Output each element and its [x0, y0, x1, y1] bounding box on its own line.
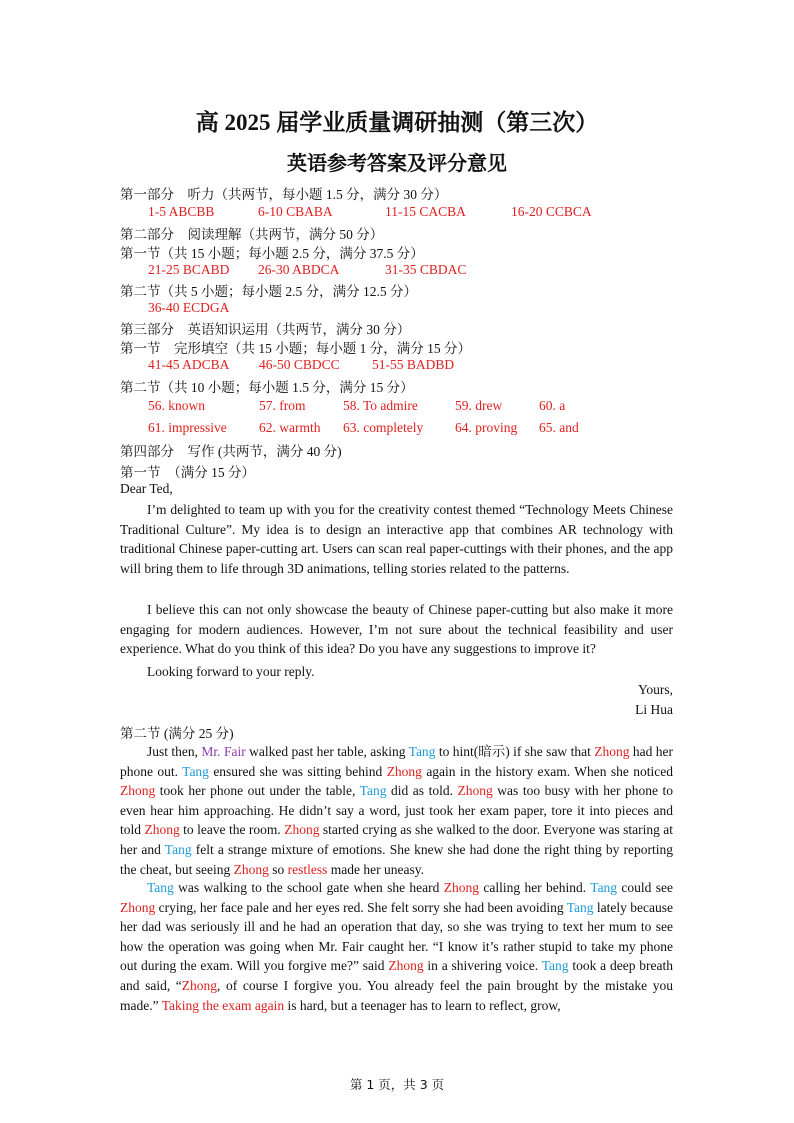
answer-16-20: 16-20 CCBCA: [511, 204, 592, 219]
story-p1-segment-4: to hint(暗示) if she saw that: [435, 744, 595, 759]
story-p1-segment-10: again in the history exam. When she noticed: [421, 763, 674, 779]
story-p2-segment-12: Tang: [541, 958, 569, 974]
story-p1-segment-17: Zhong: [144, 822, 180, 838]
part3-section1-heading: 第一节 完形填空（共 15 小题；每小题 1 分，满分 15 分）: [120, 341, 471, 356]
answer-31-35: 31-35 CBDAC: [385, 262, 467, 277]
answer-64: 64. proving: [455, 420, 518, 435]
part3-section2-heading: 第二节（共 10 小题；每小题 1.5 分，满分 15 分）: [120, 380, 414, 395]
story-p1-segment-7: Tang: [182, 763, 209, 779]
answer-59: 59. drew: [455, 398, 503, 413]
story-p2-segment-9: lately because her dad was seriously ill and he had an operation that day, so she was trying to text her mum to see how the operation was going when Mr. Fair caught her. “I know it’s rather stupid to take my phone out during the exam. Will you forgive me?” said: [120, 899, 673, 974]
story-p2-segment-6: Zhong: [120, 899, 156, 915]
story-p1-segment-19: Zhong: [284, 822, 320, 838]
story-p2-segment-10: Zhong: [388, 958, 424, 974]
story-p1-segment-8: ensured she was sitting behind: [208, 763, 387, 779]
answer-11-15: 11-15 CACBA: [385, 204, 466, 219]
story-p2-segment-5: could see: [617, 880, 673, 895]
answer-36-40: 36-40 ECDGA: [148, 300, 230, 315]
part4-heading: 第四部分 写作 (共两节，满分 40 分): [120, 444, 342, 459]
story-p1-segment-26: made her uneasy.: [327, 861, 424, 877]
story-p1-segment-22: felt a strange mixture of emotions. She knew she had done the right thing by reporting the cheat, but seeing: [120, 841, 673, 877]
answer-6-10: 6-10 CBABA: [258, 204, 333, 219]
answer-46-50: 46-50 CBDCC: [259, 357, 340, 372]
story-p2-segment-11: in a shivering voice.: [423, 958, 542, 974]
story-p2-segment-17: is hard, but a teenager has to learn to reflect, grow,: [284, 997, 561, 1013]
part1-heading: 第一部分 听力（共两节，每小题 1.5 分，满分 30 分）: [120, 187, 448, 202]
story-p1-segment-0: Just then,: [147, 744, 202, 759]
answer-63: 63. completely: [343, 420, 424, 435]
story-p1-segment-23: Zhong: [233, 861, 269, 877]
story-p2-segment-4: Tang: [590, 880, 618, 895]
letter-salutation: Dear Ted,: [120, 481, 173, 496]
part2-section1-heading: 第一节（共 15 小题；每小题 2.5 分，满分 37.5 分）: [120, 246, 424, 261]
answer-58: 58. To admire: [343, 398, 418, 413]
story-p1-segment-5: Zhong: [594, 744, 630, 759]
answer-60: 60. a: [539, 398, 566, 413]
story-p1-segment-9: Zhong: [386, 763, 422, 779]
story-p1-segment-16: was too busy with her phone to even hear him approaching. He didn’t say a word, just took her exam paper, tore it into pieces and told: [120, 783, 674, 838]
story-p2-segment-1: was walking to the school gate when she heard: [173, 880, 444, 895]
answer-62: 62. warmth: [259, 420, 321, 435]
document-title: 高 2025 届学业质量调研抽测（第三次）: [195, 110, 599, 135]
story-p2-segment-16: Taking the exam again: [161, 997, 285, 1013]
answer-65: 65. and: [539, 420, 579, 435]
part4-section1-heading: 第一节 （满分 15 分）: [120, 465, 255, 480]
part2-section2-heading: 第二节（共 5 小题；每小题 2.5 分，满分 12.5 分）: [120, 284, 417, 299]
answer-61: 61. impressive: [148, 420, 227, 435]
answer-56: 56. known: [148, 398, 205, 413]
part2-heading: 第二部分 阅读理解（共两节，满分 50 分）: [120, 227, 384, 242]
answer-26-30: 26-30 ABDCA: [258, 262, 340, 277]
letter-signature: Li Hua: [635, 702, 673, 717]
letter-closing: Yours,: [637, 682, 673, 697]
story-p1-segment-15: Zhong: [457, 783, 493, 799]
part4-section2-heading: 第二节 (满分 25 分): [120, 726, 234, 741]
story-p1-segment-21: Tang: [164, 841, 192, 857]
story-p1-segment-20: started crying as she walked to the door. Everyone was staring at her and: [120, 822, 673, 857]
document-subtitle: 英语参考答案及评分意见: [287, 153, 507, 175]
answer-51-55: 51-55 BADBD: [372, 357, 455, 372]
story-p2-segment-14: Zhong: [181, 977, 218, 993]
story-p1-segment-14: did as told.: [386, 783, 458, 799]
story-p1-segment-25: restless: [287, 861, 328, 877]
story-p1-segment-18: to leave the room.: [179, 822, 285, 838]
answer-41-45: 41-45 ADCBA: [148, 357, 230, 372]
letter-paragraph-2: I believe this can not only showcase the beauty of Chinese paper-cutting but also make it more engaging for modern audiences. However, I’m not sure about the technical feasibility and user experience. What do you think of this idea? Do you have any suggestions to improve it?: [120, 602, 673, 657]
story-p1-segment-6: had her phone out.: [120, 744, 673, 779]
story-p2-segment-8: Tang: [566, 899, 594, 915]
story-p1-segment-13: Tang: [359, 783, 387, 799]
story-p1-segment-24: so: [268, 861, 288, 877]
story-paragraph-2: [120, 878, 673, 1015]
story-p2-segment-0: Tang: [147, 880, 174, 895]
story-p2-segment-2: Zhong: [443, 880, 479, 895]
story-paragraph-1: [120, 742, 673, 879]
answer-57: 57. from: [259, 398, 306, 413]
story-p1-segment-3: Tang: [408, 744, 436, 759]
story-p2-segment-13: took a deep breath and said, “: [120, 958, 673, 993]
page-footer: 第 1 页，共 3 页: [349, 1077, 445, 1092]
letter-paragraph-1: I’m delighted to team up with you for the creativity contest themed “Technology Meets Chinese Traditional Culture”. My idea is to design an interactive app that combines AR technology with traditional Chinese paper-cutting art. Users can scan real paper-cuttings with their phones, and the app will bring them to life through 3D animations, telling stories related to the patterns.: [120, 502, 673, 576]
story-p1-segment-1: Mr. Fair: [201, 744, 246, 759]
answer-21-25: 21-25 BCABD: [148, 262, 230, 277]
story-p2-segment-15: , of course I forgive you. You already feel the pain brought by the mistake you made.”: [120, 977, 673, 1013]
letter-paragraph-3: Looking forward to your reply.: [147, 664, 315, 679]
story-p2-segment-7: crying, her face pale and her eyes red. She felt sorry she had been avoiding: [155, 899, 567, 915]
story-p2-segment-3: calling her behind.: [479, 880, 591, 895]
story-p1-segment-2: walked past her table, asking: [245, 744, 409, 759]
answer-1-5: 1-5 ABCBB: [148, 204, 215, 219]
part3-heading: 第三部分 英语知识运用（共两节，满分 30 分）: [120, 322, 411, 337]
story-p1-segment-12: took her phone out under the table,: [155, 783, 360, 799]
story-p1-segment-11: Zhong: [120, 783, 156, 799]
